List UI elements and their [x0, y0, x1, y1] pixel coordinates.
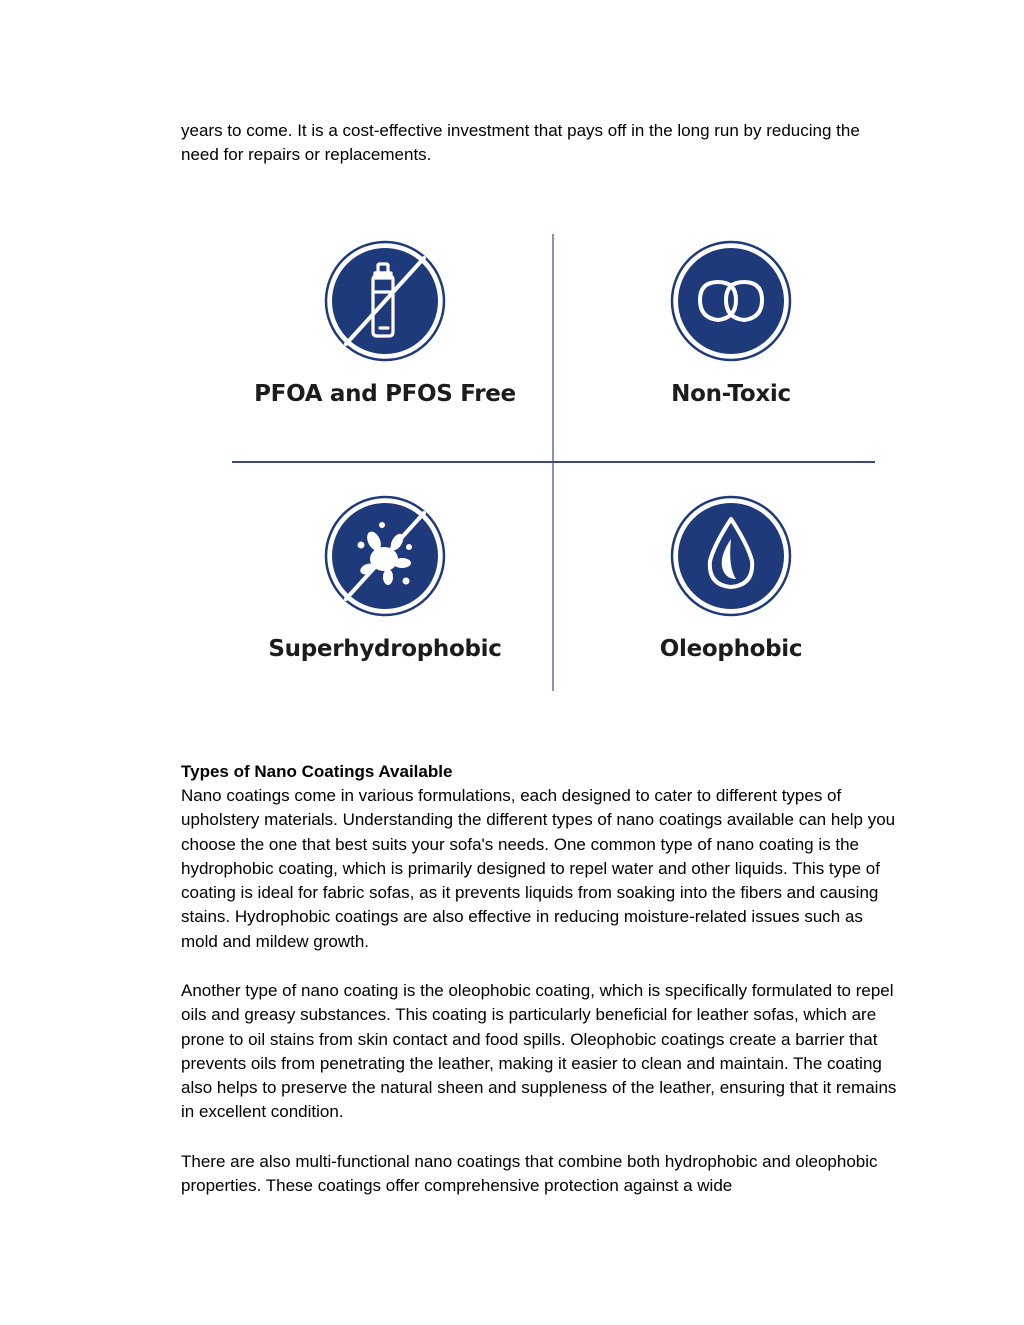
body-paragraph: Another type of nano coating is the oleophobic coating, which is specifically formulated to repel oils and greasy substances. This coating is particularly beneficial for leather sofas, which are prone to oil stains from skin contact and food spills. Oleophobic coatings create a barrier that prevents oils from penetrating the leather, making it easier to clean and maintain. The coating also helps to preserve the natural sheen and suppleness of the leather, ensuring that it remains in excellent condition. [181, 981, 897, 1122]
no-splash-icon [324, 495, 446, 617]
section-heading: Types of Nano Coatings Available [181, 762, 453, 781]
horizontal-divider [232, 461, 875, 463]
feature-label-superhydrophobic: Superhydrophobic [268, 636, 502, 662]
feature-label-pfoa-pfos-free: PFOA and PFOS Free [254, 381, 516, 407]
intro-paragraph: years to come. It is a cost-effective investment that pays off in the long run by reducing the need for repairs or replacements. [181, 121, 860, 165]
interlocking-leaves-icon [670, 240, 792, 362]
body-paragraph: There are also multi-functional nano coatings that combine both hydrophobic and oleophobic properties. These coatings offer comprehensive protection against a wide [181, 1152, 878, 1196]
feature-label-oleophobic: Oleophobic [659, 636, 803, 662]
feature-label-non-toxic: Non-Toxic [671, 381, 791, 407]
oil-drop-icon [670, 495, 792, 617]
no-spray-bottle-icon [324, 240, 446, 362]
body-paragraph: Nano coatings come in various formulations, each designed to cater to different types of upholstery materials. Understanding the different types of nano coatings available can help you choose the one that best suits your sofa's needs. One common type of nano coating is the hydrophobic coating, which is primarily designed to repel water and other liquids. This type of coating is ideal for fabric sofas, as it prevents liquids from soaking into the fibers and causing stains. Hydrophobic coatings are also effective in reducing moisture-related issues such as mold and mildew growth. [181, 786, 896, 951]
